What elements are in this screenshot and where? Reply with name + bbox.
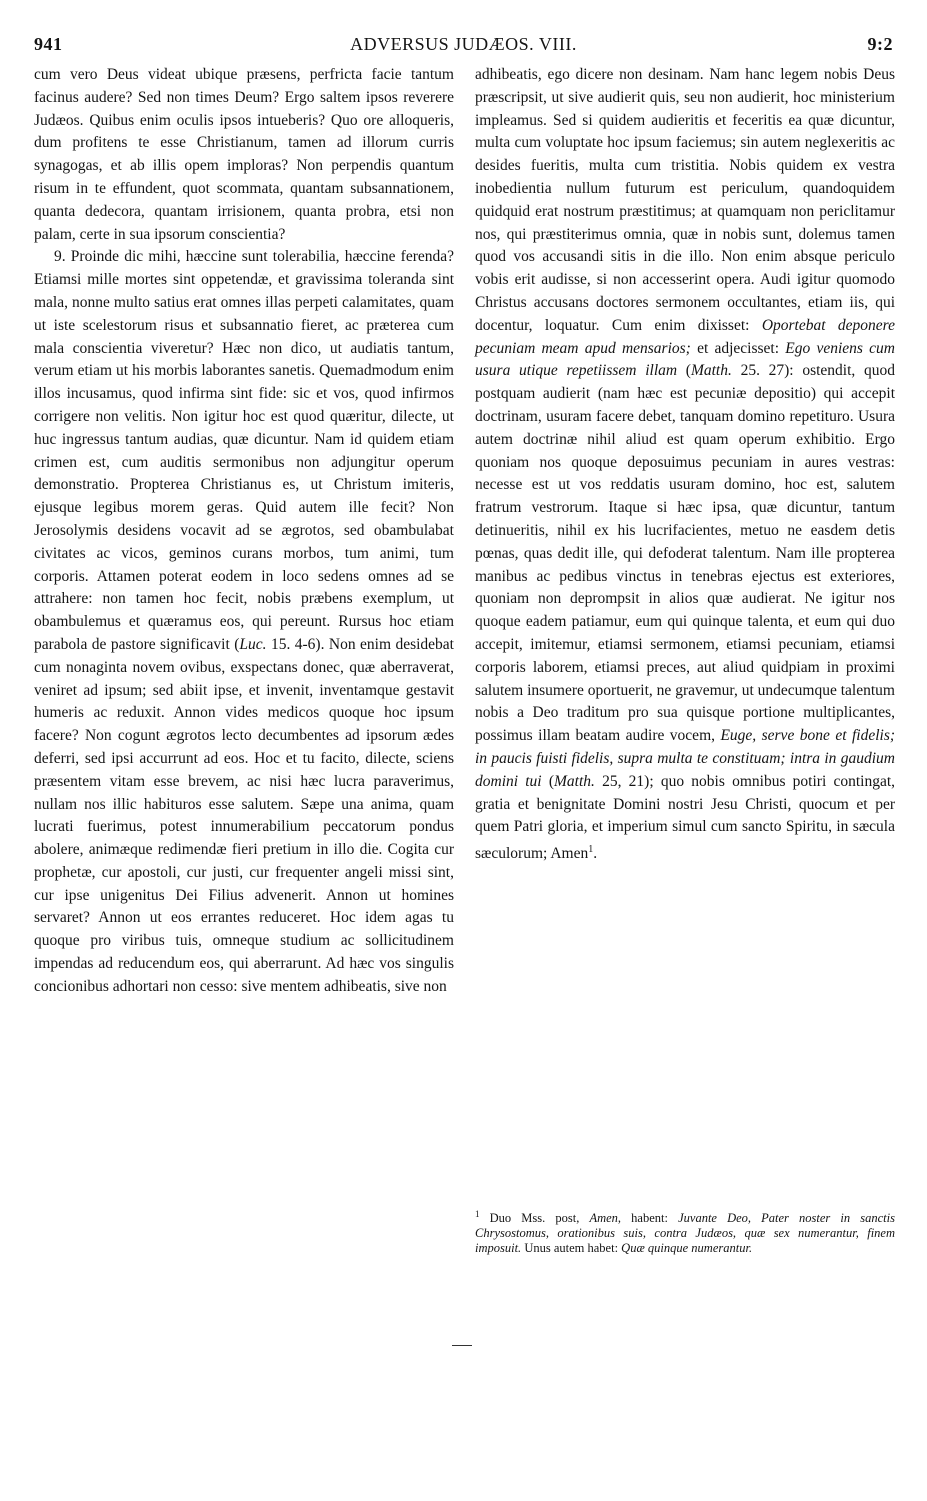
footnote-text-a: Duo Mss. post,	[479, 1211, 590, 1226]
footnote-mark: 1	[475, 1209, 480, 1219]
right-text-end: .	[593, 845, 598, 863]
right-text-1: adhibeatis, ego dicere non desinam. Nam hanc legem nobis Deus præscripsit, ut sive audierit quis, seu non audierit, hoc ministerium impleamus. Sed si quidem audieritis et feceritis ea quæ dicuntur, multa cum voluptate hoc ipsum faciemus; sin autem neglexeritis ac desides fueritis, multa cum tristitia. Nobis quidem ex vestra inobedientia nullum futurum est periculum, quandoquidem quidquid erat nostrum præstitimus; at quamquam non periclitamur nos, qui præstiterimus omnia, quæ in nobis sunt, dolemus tamen quod vos accusandi sitis in die illo. Non enim absque periculo vobis erit audisse, si non accesserint opera. Audi igitur quomodo Christus accusans doctores sermonem occultantes, etiam iis, qui docentur, loquatur. Cum enim dixisset:	[475, 66, 895, 334]
right-text-5: (	[541, 772, 554, 790]
footnote-reference: 1	[588, 844, 594, 856]
citation-matthew-2: Matth.	[554, 772, 595, 790]
right-text-3: (	[677, 362, 691, 380]
quote-ego-veniens: Ego veniens cum usura utique repetiissem illam	[475, 339, 895, 380]
paragraph-continuation: cum vero Deus videat ubique præsens, perfricta facie tantum facinus audere? Sed non times Deum? Ergo saltem ipsos reverere Judæos. Quibus enim oculis ipsos intueberis? Quo ore alloqueris, dum profitens te esse Christianum, tamen ad illorum curris synagogas, et ab illis opem imploras? Non perpendis quantum risum in te effundent, quot scommata, quantam subsannationem, quanta dedecora, quantam irrisionem, quanta probra, etsi non palam, certe in sua ipsorum conscientia?	[34, 66, 454, 243]
footnote	[475, 1207, 895, 1256]
running-title: ADVERSUS JUDÆOS. VIII.	[350, 34, 577, 54]
footnote-text-f: Quæ quinque numerantur.	[621, 1241, 753, 1256]
page-end-rule	[452, 1345, 472, 1346]
footnote-text-e: Unus autem habet:	[521, 1241, 622, 1256]
paragraph-9-text-a: 9. Proinde dic mihi, hæccine sunt tolerabilia, hæccine ferenda? Etiamsi mille mortes sint oppetendæ, et gravissima toleranda sint mala, nonne multo satius erat omnes illas perpeti calamitates, quam ut iste scelestorum risus et subsannatio fieret, ac præterea cum mala conscientia viveretur? Hæc non dico, ut audiatis tantum, verum etiam ut his morbis laborantes sanetis. Quemadmodum enim illos incusamus, quod infirma sint fide: sic et vos, quod infirmos corrigere non velitis. Non igitur hoc est quod quæritur, dilecte, ut huc ingressus tantum audias, quæ dicuntur. Nam id quidem etiam crimen est, cum auditis sermonibus non adjungitur operum demonstratio. Propterea Christianus es, ut Christum imiteris, ejusque legibus morem geras. Quid autem ille fecit? Non Jerosolymis desidens vocavit ad se ægrotos, sed obambulabat civitates ac vicos, geminos curans morbos, tum animi, tum corporis. Attamen poterat eodem in loco sedens omnes ad se attrahere: non tamen hoc fecit, nobis præbens exemplum, ut obambulemus et quæramus eos, qui pereunt. Rursus hoc etiam parabola de pastore significavit (	[34, 248, 454, 653]
footnote-text-d: Juvante Deo, Pater noster in sanctis Chrysostomus, orationibus suis, contra Judæos, quæ sex numerantur, finem imposuit.	[475, 1211, 895, 1256]
paragraph-right	[475, 64, 895, 866]
right-text-2: et adjecisset:	[690, 339, 786, 357]
right-column	[475, 64, 895, 866]
right-text-4: 25. 27): ostendit, quod postquam audierit (nam hæc est pecuniæ depositio) qui accepit doctrinam, usuram facere debet, tanquam domino repetituro. Usura autem doctrinæ nihil aliud est quam operum exhibitio. Ergo quoniam nos quoque deposuimus pecuniam in aures vestras: necesse est ut vos reddatis usuram domino, hoc est, salutem fratrum vestrorum. Itaque si hæc ipsa, quæ dicuntur, tantum detinueritis, nihil ex his lucrifacientes, metuo ne easdem detis pœnas, quas dedit ille, qui defoderat talentum. Nam ille propterea manibus ac pedibus vinctus in tenebras ejectus est exteriores, quoniam non deprompsit in alios quæ audierat. Ne igitur nos quoque eadem patiamur, eum qui quinque talenta, et eum qui duo accepit, imitemur, etiamsi sermonem, etiamsi pecuniam, etiamsi corporis laborem, etiamsi preces, aut aliud quidpiam in proximi salutem insumere oportuerit, ne gravemur, ut undecumque talentum nobis a Deo traditum pro sua quisque portione multiplicantes, possimus illam beatam audire vocem,	[475, 362, 895, 745]
paragraph-9-text-b: 15. 4-6). Non enim desidebat cum nonaginta novem ovibus, exspectans donec, quæ aberraverat, veniret ad ipsum; sed abiit ipse, et invenit, inventamque gestavit humeris ac reduxit. Annon vides medicos quoque hoc ipsum facere? Non cogunt ægrotos lecto decumbentes ad ipsorum ædes deferri, sed ipsi accurrunt ad eos. Hoc et tu facito, dilecte, sciens præsentem vitam esse brevem, ac nisi hæc lucra paraverimus, nullam nos illic habituros esse salutem. Sæpe una anima, quam lucrati fuerimus, potest innumerabilium peccatorum pondus abolere, animæque redimendæ fieri pretium in illo die. Cogita cur prophetæ, cur apostoli, cur justi, cur frequenter angeli missi sint, cur ipse unigenitus Dei Filius advenerit. Annon ut homines servaret? Annon ut eos errantes reduceret. Hoc idem agas tu quoque pro viribus tuis, omneque studium ac sollicitudinem impendas ad reducendum eos, qui aberrarunt. Ad hæc vos singulis concionibus adhortari non cesso: sive mentem adhibeatis, sive non	[34, 635, 454, 995]
running-header	[34, 34, 893, 60]
page-number-left: 941	[34, 34, 63, 54]
quote-oportebat: Oportebat deponere pecuniam meam apud mensarios;	[475, 316, 895, 357]
left-column	[34, 64, 454, 999]
citation-luke: Luc.	[239, 635, 267, 653]
paragraph-9	[34, 246, 454, 998]
footnote-text-c: , habent:	[617, 1211, 679, 1226]
page-number-right: 9:2	[867, 34, 893, 54]
footnote-text-b: Amen	[589, 1211, 618, 1226]
quote-euge-serve: Euge, serve bone et fidelis; in paucis fuisti fidelis, supra multa te constituam; intra in gaudium domini tui	[475, 727, 896, 790]
citation-matthew-1: Matth.	[690, 362, 732, 380]
right-text-6: 25, 21); quo nobis omnibus potiri contingat, gratia et benignitate Domini nostri Jesu Christi, quocum et per quem Patri gloria, et imperium simul cum sancto Spiritu, in sæcula sæculorum; Amen	[475, 772, 896, 863]
